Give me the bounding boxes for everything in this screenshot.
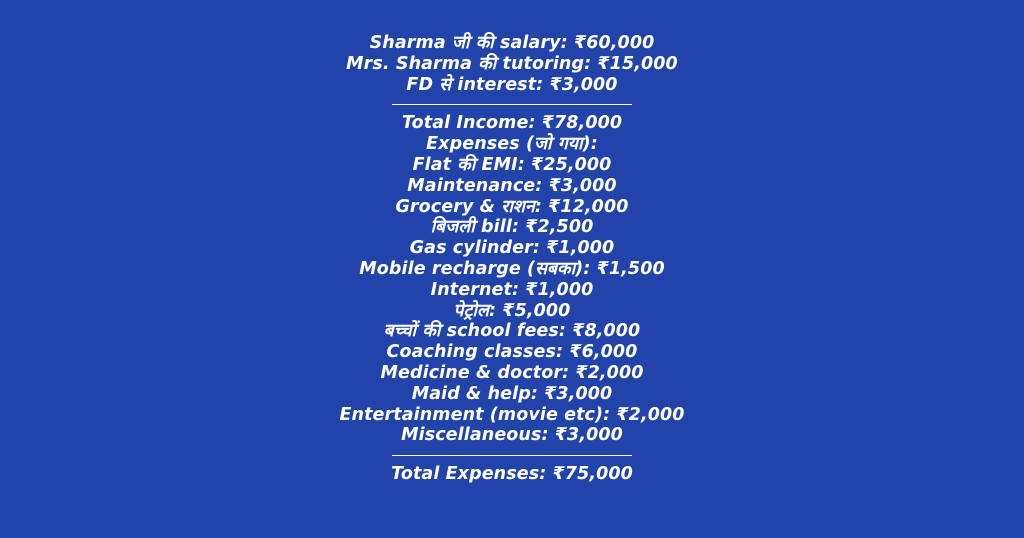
total-expenses: Total Expenses: ₹75,000 bbox=[391, 464, 633, 485]
expenses-heading: Expenses (जो गया): bbox=[426, 134, 598, 155]
expense-line: Internet: ₹1,000 bbox=[430, 279, 594, 300]
expense-line: Maid & help: ₹3,000 bbox=[411, 383, 613, 404]
expense-line: Coaching classes: ₹6,000 bbox=[386, 342, 638, 363]
divider-expenses bbox=[392, 455, 632, 456]
expense-line: बिजली bill: ₹2,500 bbox=[430, 217, 594, 238]
expense-line: Entertainment (movie etc): ₹2,000 bbox=[339, 404, 685, 425]
expense-line: Gas cylinder: ₹1,000 bbox=[409, 238, 615, 259]
divider-income bbox=[392, 104, 632, 105]
total-income: Total Income: ₹78,000 bbox=[401, 113, 623, 134]
expense-line: Miscellaneous: ₹3,000 bbox=[401, 425, 623, 446]
expense-line: Medicine & doctor: ₹2,000 bbox=[380, 362, 644, 383]
expense-line: Maintenance: ₹3,000 bbox=[407, 175, 617, 196]
expense-line: पेट्रोल: ₹5,000 bbox=[453, 300, 571, 321]
expense-line: Flat की EMI: ₹25,000 bbox=[412, 154, 612, 175]
expense-line: Grocery & राशन: ₹12,000 bbox=[395, 196, 629, 217]
expense-line: Mobile recharge (सबका): ₹1,500 bbox=[359, 258, 665, 279]
expense-line: बच्चों की school fees: ₹8,000 bbox=[383, 321, 641, 342]
income-line: Sharma जी की salary: ₹60,000 bbox=[369, 33, 655, 53]
income-line: FD से interest: ₹3,000 bbox=[406, 74, 618, 95]
income-line: Mrs. Sharma की tutoring: ₹15,000 bbox=[346, 53, 678, 74]
